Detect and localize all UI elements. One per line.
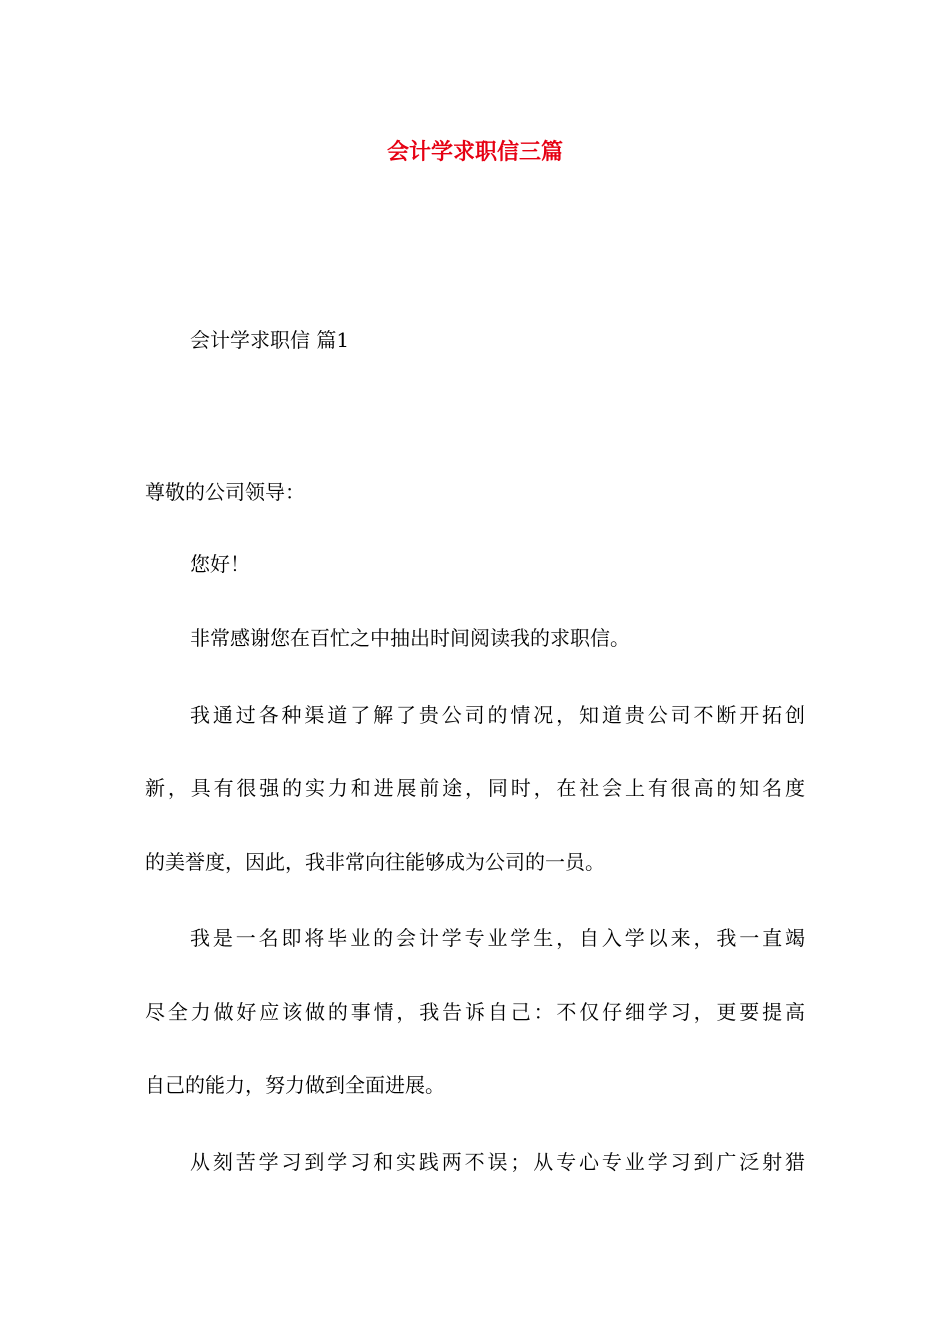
paragraph-line: 非常感谢您在百忙之中抽出时间阅读我的求职信。 <box>190 626 630 650</box>
paragraph-line: 自己的能力，努力做到全面进展。 <box>145 1073 445 1097</box>
paragraph-line: 从刻苦学习到学习和实践两不误；从专心专业学习到广泛射猎 <box>190 1150 805 1174</box>
paragraph-line: 的美誉度，因此，我非常向往能够成为公司的一员。 <box>145 850 605 874</box>
paragraph-line: 我是一名即将毕业的会计学专业学生，自入学以来，我一直竭 <box>190 926 805 950</box>
section-heading: 会计学求职信 篇1 <box>190 328 350 352</box>
salutation: 尊敬的公司领导： <box>145 480 305 504</box>
paragraph-line: 新，具有很强的实力和进展前途，同时，在社会上有很高的知名度 <box>145 776 805 800</box>
paragraph-line: 尽全力做好应该做的事情，我告诉自己：不仅仔细学习，更要提高 <box>145 1000 805 1024</box>
greeting: 您好！ <box>190 552 250 576</box>
document-title: 会计学求职信三篇 <box>386 139 563 165</box>
paragraph-line: 我通过各种渠道了解了贵公司的情况，知道贵公司不断开拓创 <box>190 703 805 727</box>
